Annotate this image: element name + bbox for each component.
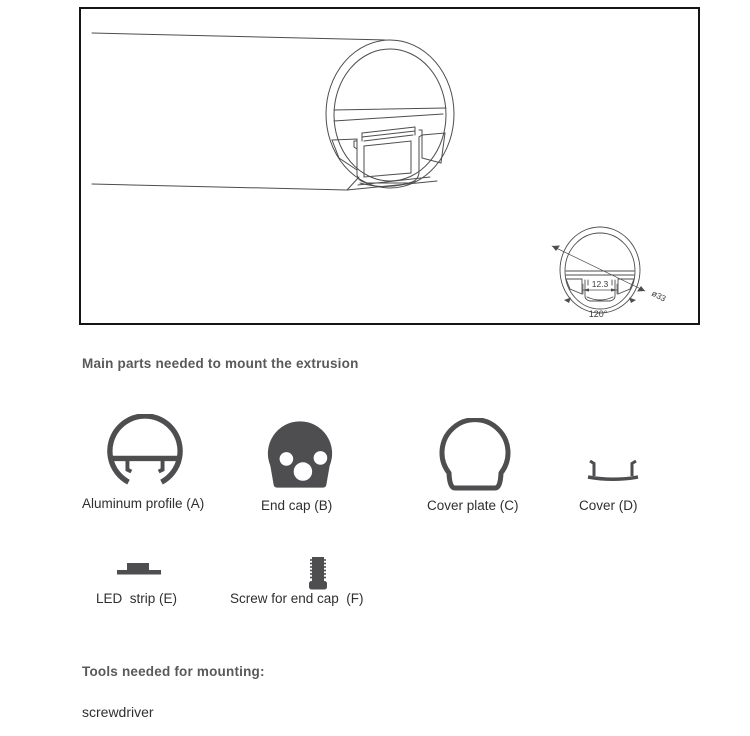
extrusion-technical-drawing [81,9,698,323]
screw-icon [305,555,331,591]
cross-section-detail [552,227,668,319]
part-label-end-cap: End cap (B) [261,498,333,513]
aluminum-profile-icon [101,414,189,494]
part-label-cover: Cover (D) [579,498,638,513]
part-label-cover-plate: Cover plate (C) [427,498,519,513]
dim-angle-label: 120° [588,309,608,319]
part-label-led-strip: LED strip (E) [96,591,178,606]
technical-drawing-panel [79,7,700,325]
part-label-aluminum-profile: Aluminum profile (A) [82,496,205,511]
tools-section-heading: Tools needed for mounting: [82,664,265,679]
cover-icon [586,458,642,486]
tool-item-screwdriver: screwdriver [82,704,154,720]
extrusion-3d-view [92,33,454,190]
end-cap-icon [265,419,335,491]
cover-plate-icon [435,418,515,494]
dim-diameter-label: ø33 [650,287,668,304]
part-label-screw: Screw for end cap (F) [230,591,364,606]
dim-width-label: 12.3 [591,279,609,289]
led-strip-icon [117,560,161,578]
parts-section-heading: Main parts needed to mount the extrusion [82,356,359,371]
